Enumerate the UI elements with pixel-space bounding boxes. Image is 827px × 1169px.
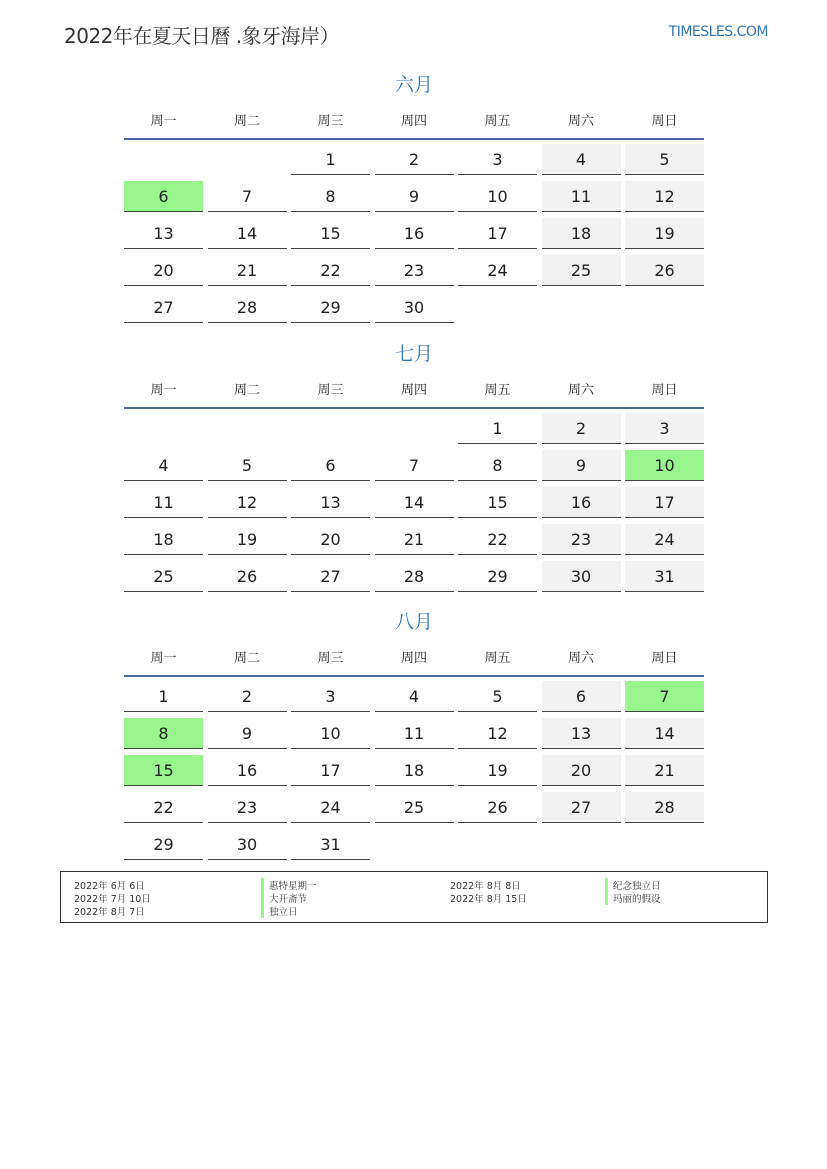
- day-cell[interactable]: 31: [625, 561, 704, 592]
- day-cell[interactable]: 8: [124, 718, 203, 749]
- day-cell[interactable]: 4: [375, 681, 454, 712]
- legend-date: 2022年 6月 6日: [74, 881, 145, 892]
- day-cell[interactable]: 2: [375, 144, 454, 175]
- day-cell[interactable]: 12: [208, 487, 287, 518]
- day-cell[interactable]: 10: [625, 450, 704, 481]
- day-cell[interactable]: 16: [542, 487, 621, 518]
- weekday-label: 周四: [400, 650, 427, 666]
- weekday-label: 周日: [651, 382, 678, 398]
- day-cell[interactable]: 20: [291, 524, 370, 555]
- legend-holiday-name: 玛丽的假设: [605, 891, 661, 905]
- month-block: [124, 70, 704, 329]
- day-cell[interactable]: 24: [458, 255, 537, 286]
- day-cell[interactable]: 6: [542, 681, 621, 712]
- day-cell[interactable]: 20: [124, 255, 203, 286]
- day-cell[interactable]: 2: [208, 681, 287, 712]
- day-cell[interactable]: 26: [208, 561, 287, 592]
- day-cell[interactable]: 9: [375, 181, 454, 212]
- empty-day-cell: [208, 144, 287, 174]
- day-cell[interactable]: 11: [542, 181, 621, 212]
- day-cell[interactable]: 5: [625, 144, 704, 175]
- day-cell[interactable]: 15: [291, 218, 370, 249]
- legend-date: 2022年 7月 10日: [74, 894, 151, 905]
- day-cell[interactable]: 24: [291, 792, 370, 823]
- day-cell[interactable]: 28: [375, 561, 454, 592]
- day-cell[interactable]: 13: [542, 718, 621, 749]
- day-cell[interactable]: 16: [208, 755, 287, 786]
- day-cell[interactable]: 18: [542, 218, 621, 249]
- day-cell[interactable]: 7: [208, 181, 287, 212]
- day-cell[interactable]: 9: [542, 450, 621, 481]
- day-cell[interactable]: 15: [458, 487, 537, 518]
- day-cell[interactable]: 12: [458, 718, 537, 749]
- empty-day-cell: [375, 413, 454, 443]
- legend-date: 2022年 8月 15日: [450, 894, 527, 905]
- legend-holiday-name: 独立日: [261, 904, 298, 918]
- empty-day-cell: [375, 829, 454, 859]
- empty-day-cell: [124, 144, 203, 174]
- weekday-label: 周六: [567, 113, 594, 129]
- day-cell[interactable]: 25: [542, 255, 621, 286]
- day-cell[interactable]: 1: [291, 144, 370, 175]
- empty-day-cell: [625, 829, 704, 859]
- weekday-label: 周一: [150, 650, 177, 666]
- weekday-label: 周日: [651, 650, 678, 666]
- day-cell[interactable]: 21: [375, 524, 454, 555]
- day-cell[interactable]: 23: [208, 792, 287, 823]
- day-cell[interactable]: 14: [375, 487, 454, 518]
- empty-day-cell: [291, 413, 370, 443]
- day-cell[interactable]: 29: [458, 561, 537, 592]
- day-cell[interactable]: 21: [625, 755, 704, 786]
- day-cell[interactable]: 1: [458, 413, 537, 444]
- weekday-label: 周二: [233, 113, 260, 129]
- day-cell[interactable]: 7: [625, 681, 704, 712]
- day-cell[interactable]: 30: [375, 292, 454, 323]
- legend-date: 2022年 8月 8日: [450, 881, 521, 892]
- day-cell[interactable]: 6: [124, 181, 203, 212]
- day-cell[interactable]: 27: [124, 292, 203, 323]
- month-title: 六月: [394, 74, 433, 96]
- day-cell[interactable]: 23: [542, 524, 621, 555]
- legend-holiday-name: 惠特星期一: [261, 878, 317, 892]
- weekday-label: 周二: [233, 382, 260, 398]
- empty-day-cell: [542, 292, 621, 322]
- empty-day-cell: [458, 829, 537, 859]
- day-cell[interactable]: 27: [542, 792, 621, 823]
- day-cell[interactable]: 16: [375, 218, 454, 249]
- weekday-label: 周五: [484, 382, 511, 398]
- day-cell[interactable]: 30: [208, 829, 287, 860]
- day-cell[interactable]: 5: [208, 450, 287, 481]
- day-cell[interactable]: 31: [291, 829, 370, 860]
- empty-day-cell: [625, 292, 704, 322]
- day-cell[interactable]: 14: [208, 218, 287, 249]
- weekday-label: 周三: [317, 113, 344, 129]
- day-cell[interactable]: 18: [375, 755, 454, 786]
- weekday-header: [124, 369, 704, 409]
- day-cell[interactable]: 20: [542, 755, 621, 786]
- day-cell[interactable]: 1: [124, 681, 203, 712]
- day-cell[interactable]: 19: [208, 524, 287, 555]
- holiday-legend: [60, 871, 768, 923]
- day-cell[interactable]: 6: [291, 450, 370, 481]
- day-cell[interactable]: 29: [291, 292, 370, 323]
- day-cell[interactable]: 27: [291, 561, 370, 592]
- weekday-label: 周一: [150, 382, 177, 398]
- day-cell[interactable]: 13: [291, 487, 370, 518]
- empty-day-cell: [542, 829, 621, 859]
- day-cell[interactable]: 9: [208, 718, 287, 749]
- day-cell[interactable]: 28: [625, 792, 704, 823]
- day-cell[interactable]: 19: [458, 755, 537, 786]
- day-cell[interactable]: 28: [208, 292, 287, 323]
- day-cell[interactable]: 13: [124, 218, 203, 249]
- page-title: 2022年在夏天日曆 .象牙海岸）: [64, 24, 340, 48]
- day-cell[interactable]: 11: [124, 487, 203, 518]
- weekday-label: 周四: [400, 382, 427, 398]
- day-cell[interactable]: 29: [124, 829, 203, 860]
- day-cell[interactable]: 12: [625, 181, 704, 212]
- weekday-header: [124, 100, 704, 140]
- weekday-label: 周三: [317, 650, 344, 666]
- empty-day-cell: [208, 413, 287, 443]
- day-cell[interactable]: 11: [375, 718, 454, 749]
- day-cell[interactable]: 18: [124, 524, 203, 555]
- day-cell[interactable]: 17: [291, 755, 370, 786]
- weekday-label: 周五: [484, 650, 511, 666]
- day-grid: [124, 413, 704, 598]
- day-cell[interactable]: 17: [625, 487, 704, 518]
- day-cell[interactable]: 25: [124, 561, 203, 592]
- empty-day-cell: [458, 292, 537, 322]
- day-cell[interactable]: 3: [625, 413, 704, 444]
- day-cell[interactable]: 5: [458, 681, 537, 712]
- day-cell[interactable]: 2: [542, 413, 621, 444]
- day-cell[interactable]: 26: [458, 792, 537, 823]
- legend-holiday-name: 大开斋节: [261, 891, 307, 905]
- empty-day-cell: [124, 413, 203, 443]
- month-block: [124, 339, 704, 598]
- day-cell[interactable]: 7: [375, 450, 454, 481]
- day-cell[interactable]: 3: [458, 144, 537, 175]
- day-cell[interactable]: 24: [625, 524, 704, 555]
- day-cell[interactable]: 10: [291, 718, 370, 749]
- day-cell[interactable]: 14: [625, 718, 704, 749]
- day-cell[interactable]: 21: [208, 255, 287, 286]
- weekday-label: 周四: [400, 113, 427, 129]
- legend-holiday-name: 纪念独立日: [605, 878, 661, 892]
- day-cell[interactable]: 30: [542, 561, 621, 592]
- day-cell[interactable]: 4: [542, 144, 621, 175]
- weekday-label: 周六: [567, 382, 594, 398]
- day-cell[interactable]: 26: [625, 255, 704, 286]
- weekday-header: [124, 637, 704, 677]
- day-cell[interactable]: 22: [458, 524, 537, 555]
- day-cell[interactable]: 23: [375, 255, 454, 286]
- weekday-label: 周六: [567, 650, 594, 666]
- weekday-label: 周五: [484, 113, 511, 129]
- legend-date: 2022年 8月 7日: [74, 907, 145, 918]
- day-cell[interactable]: 19: [625, 218, 704, 249]
- day-cell[interactable]: 15: [124, 755, 203, 786]
- day-grid: [124, 681, 704, 866]
- month-title: 七月: [394, 343, 433, 365]
- month-title: 八月: [394, 611, 433, 633]
- site-link[interactable]: TIMESLES.COM: [668, 24, 768, 40]
- month-block: [124, 607, 704, 866]
- day-cell[interactable]: 10: [458, 181, 537, 212]
- weekday-label: 周日: [651, 113, 678, 129]
- weekday-label: 周二: [233, 650, 260, 666]
- day-cell[interactable]: 25: [375, 792, 454, 823]
- day-cell[interactable]: 8: [458, 450, 537, 481]
- weekday-label: 周一: [150, 113, 177, 129]
- day-cell[interactable]: 8: [291, 181, 370, 212]
- day-grid: [124, 144, 704, 329]
- day-cell[interactable]: 22: [124, 792, 203, 823]
- weekday-label: 周三: [317, 382, 344, 398]
- day-cell[interactable]: 17: [458, 218, 537, 249]
- day-cell[interactable]: 4: [124, 450, 203, 481]
- day-cell[interactable]: 3: [291, 681, 370, 712]
- day-cell[interactable]: 22: [291, 255, 370, 286]
